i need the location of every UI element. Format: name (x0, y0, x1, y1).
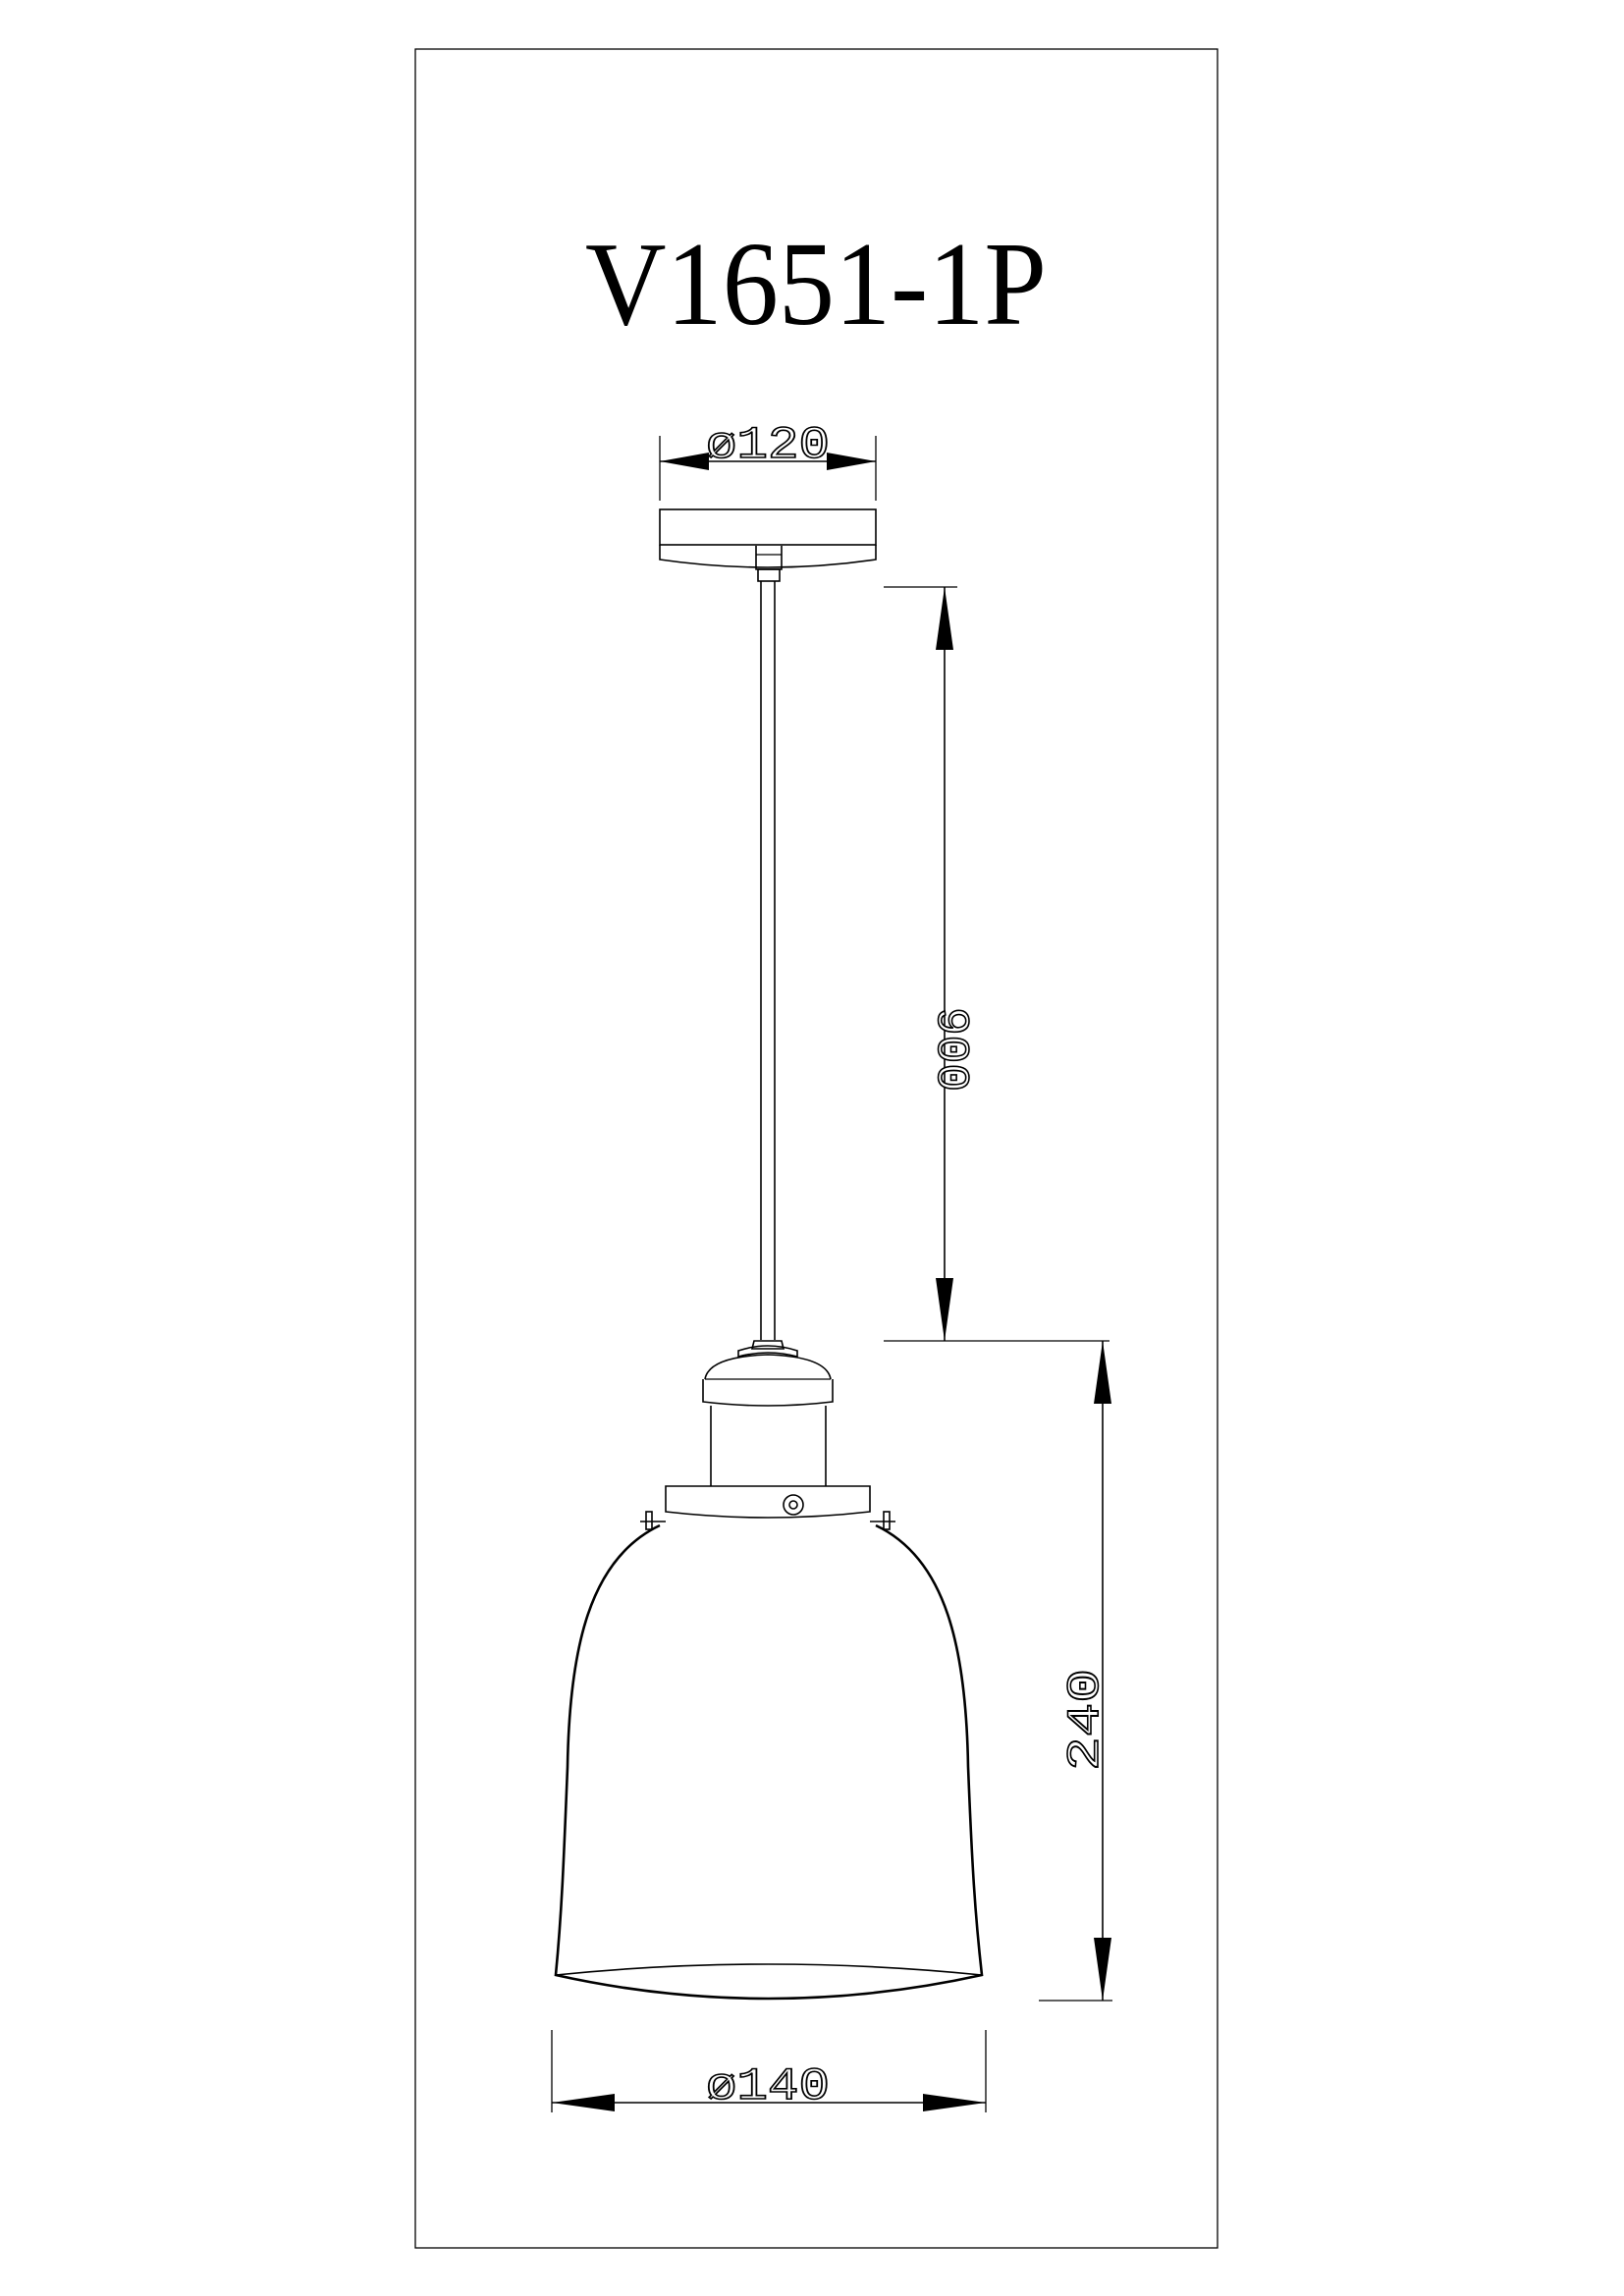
lamp-socket (640, 1341, 895, 1529)
shade-height-label: 240 (1060, 1689, 1111, 1771)
ceiling-canopy (660, 509, 876, 581)
canopy-diameter-label: ø120 (706, 420, 830, 471)
canopy-diameter-dimension (660, 420, 876, 501)
model-title: V1651-1P (585, 218, 1047, 350)
suspension-rod (761, 581, 775, 1340)
cord-length-dimension (884, 587, 1110, 1341)
shade-diameter-label: ø140 (706, 2061, 830, 2112)
cord-length-label: 900 (925, 1007, 976, 1089)
drawing-frame (415, 49, 1218, 2248)
shade-diameter-dimension (552, 2030, 986, 2112)
glass-shade (556, 1525, 982, 1999)
shade-height-dimension (1039, 1341, 1112, 2001)
